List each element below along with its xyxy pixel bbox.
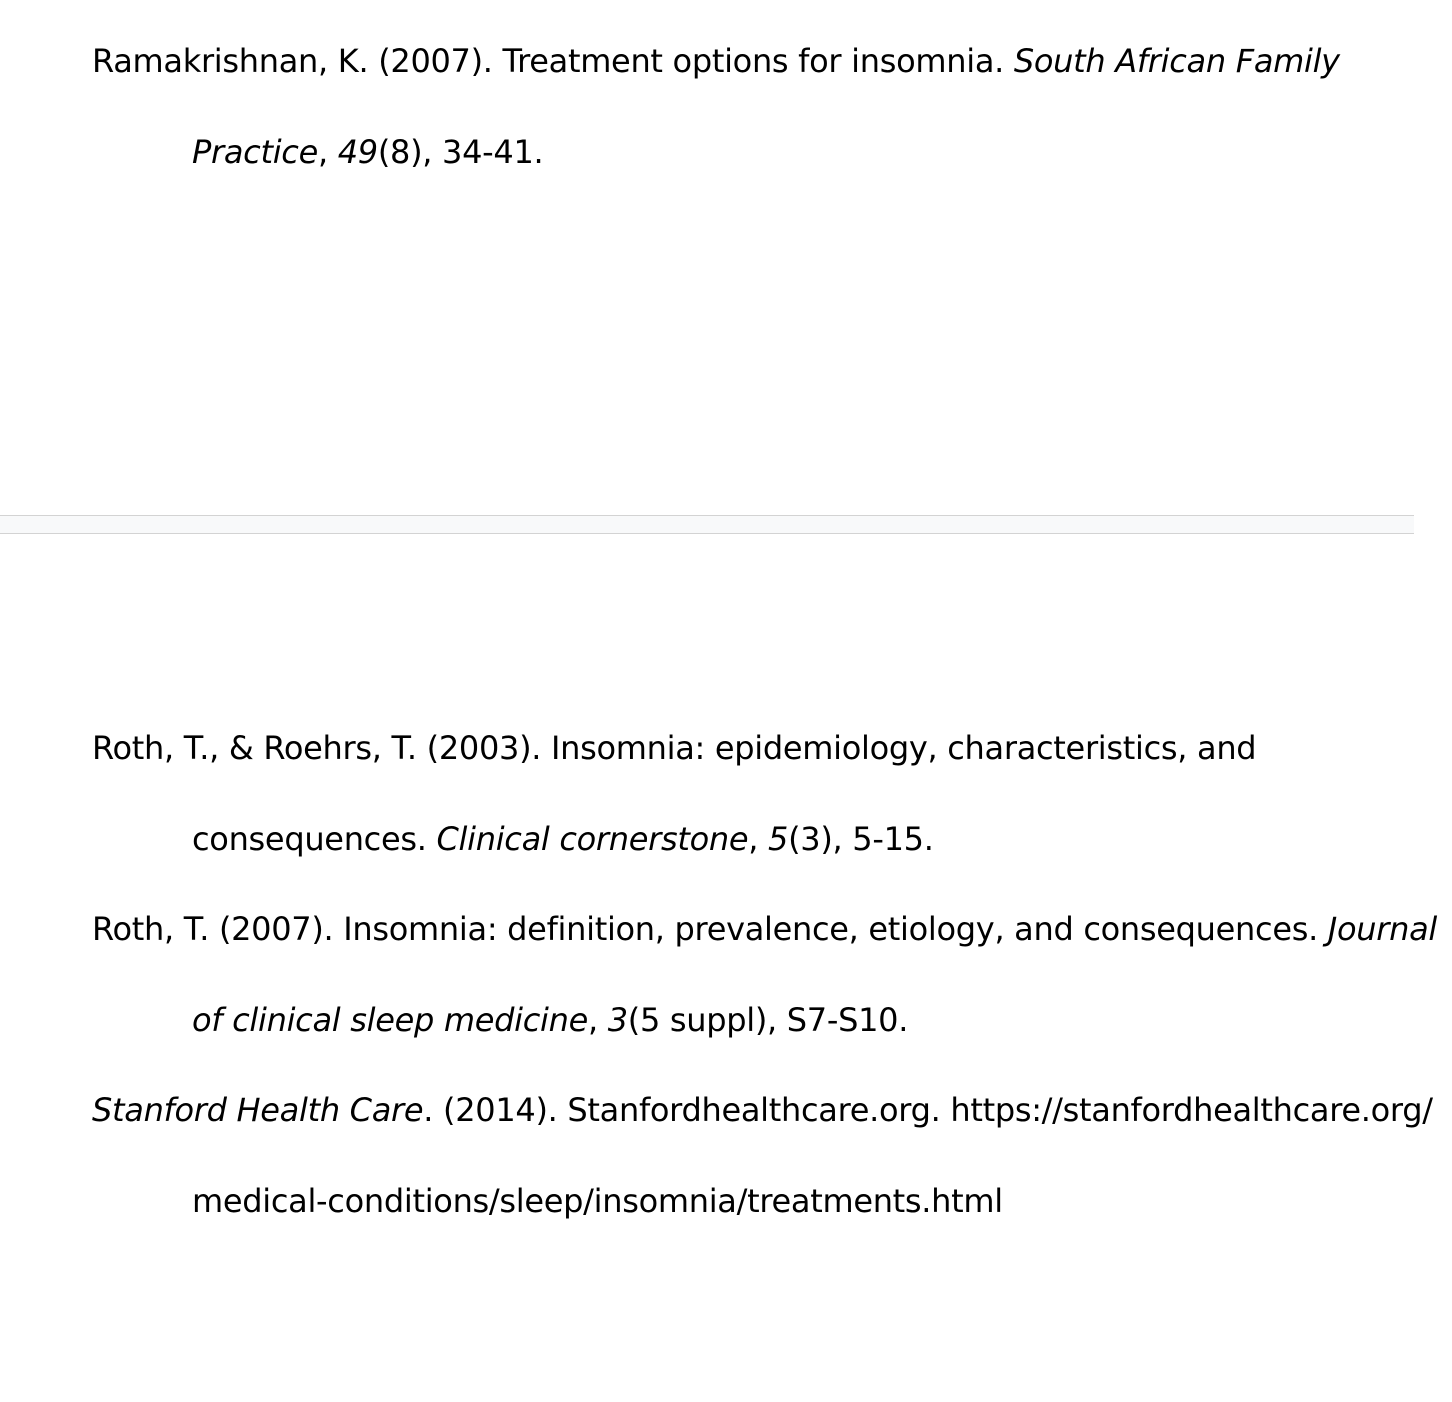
document-page-top (0, 0, 1414, 515)
separator: , (587, 1000, 608, 1039)
reference-entry-stanford (92, 1065, 1452, 1246)
page-break (0, 515, 1414, 534)
journal-title: Clinical cornerstone (436, 819, 749, 858)
separator: , (317, 132, 338, 171)
reference-text: . (2014). Stanfordhealthcare.org. (423, 1091, 951, 1129)
journal-title: South African Family Practice (192, 42, 1340, 171)
journal-title: Journal of clinical sleep medicine (192, 910, 1437, 1039)
issue-pages: (8), 34-41. (377, 132, 544, 171)
reference-entry-roth-roehrs (92, 703, 1452, 884)
issue-pages: (3), 5-15. (788, 819, 934, 858)
volume-number: 3 (607, 1000, 628, 1039)
reference-entry-roth-2007 (92, 884, 1452, 1065)
reference-text: Roth, T., & Roehrs, T. (2003). Insomnia: epidemiology, characteristics, and consequences. (92, 729, 1257, 858)
issue-pages: (5 suppl), S7-S10. (627, 1000, 909, 1039)
reference-text: Roth, T. (2007). Insomnia: definition, prevalence, etiology, and consequences. (92, 910, 1328, 948)
volume-number: 5 (768, 819, 789, 858)
reference-url: https://stanfordhealthcare.org/medical-conditions/sleep/insomnia/treatments.html (192, 1091, 1433, 1220)
volume-number: 49 (337, 132, 378, 171)
site-title: Stanford Health Care (92, 1091, 424, 1129)
separator: , (748, 819, 769, 858)
reference-entry-ramakrishnan (92, 16, 1452, 197)
reference-text: Ramakrishnan, K. (2007). Treatment options for insomnia. (92, 42, 1014, 80)
